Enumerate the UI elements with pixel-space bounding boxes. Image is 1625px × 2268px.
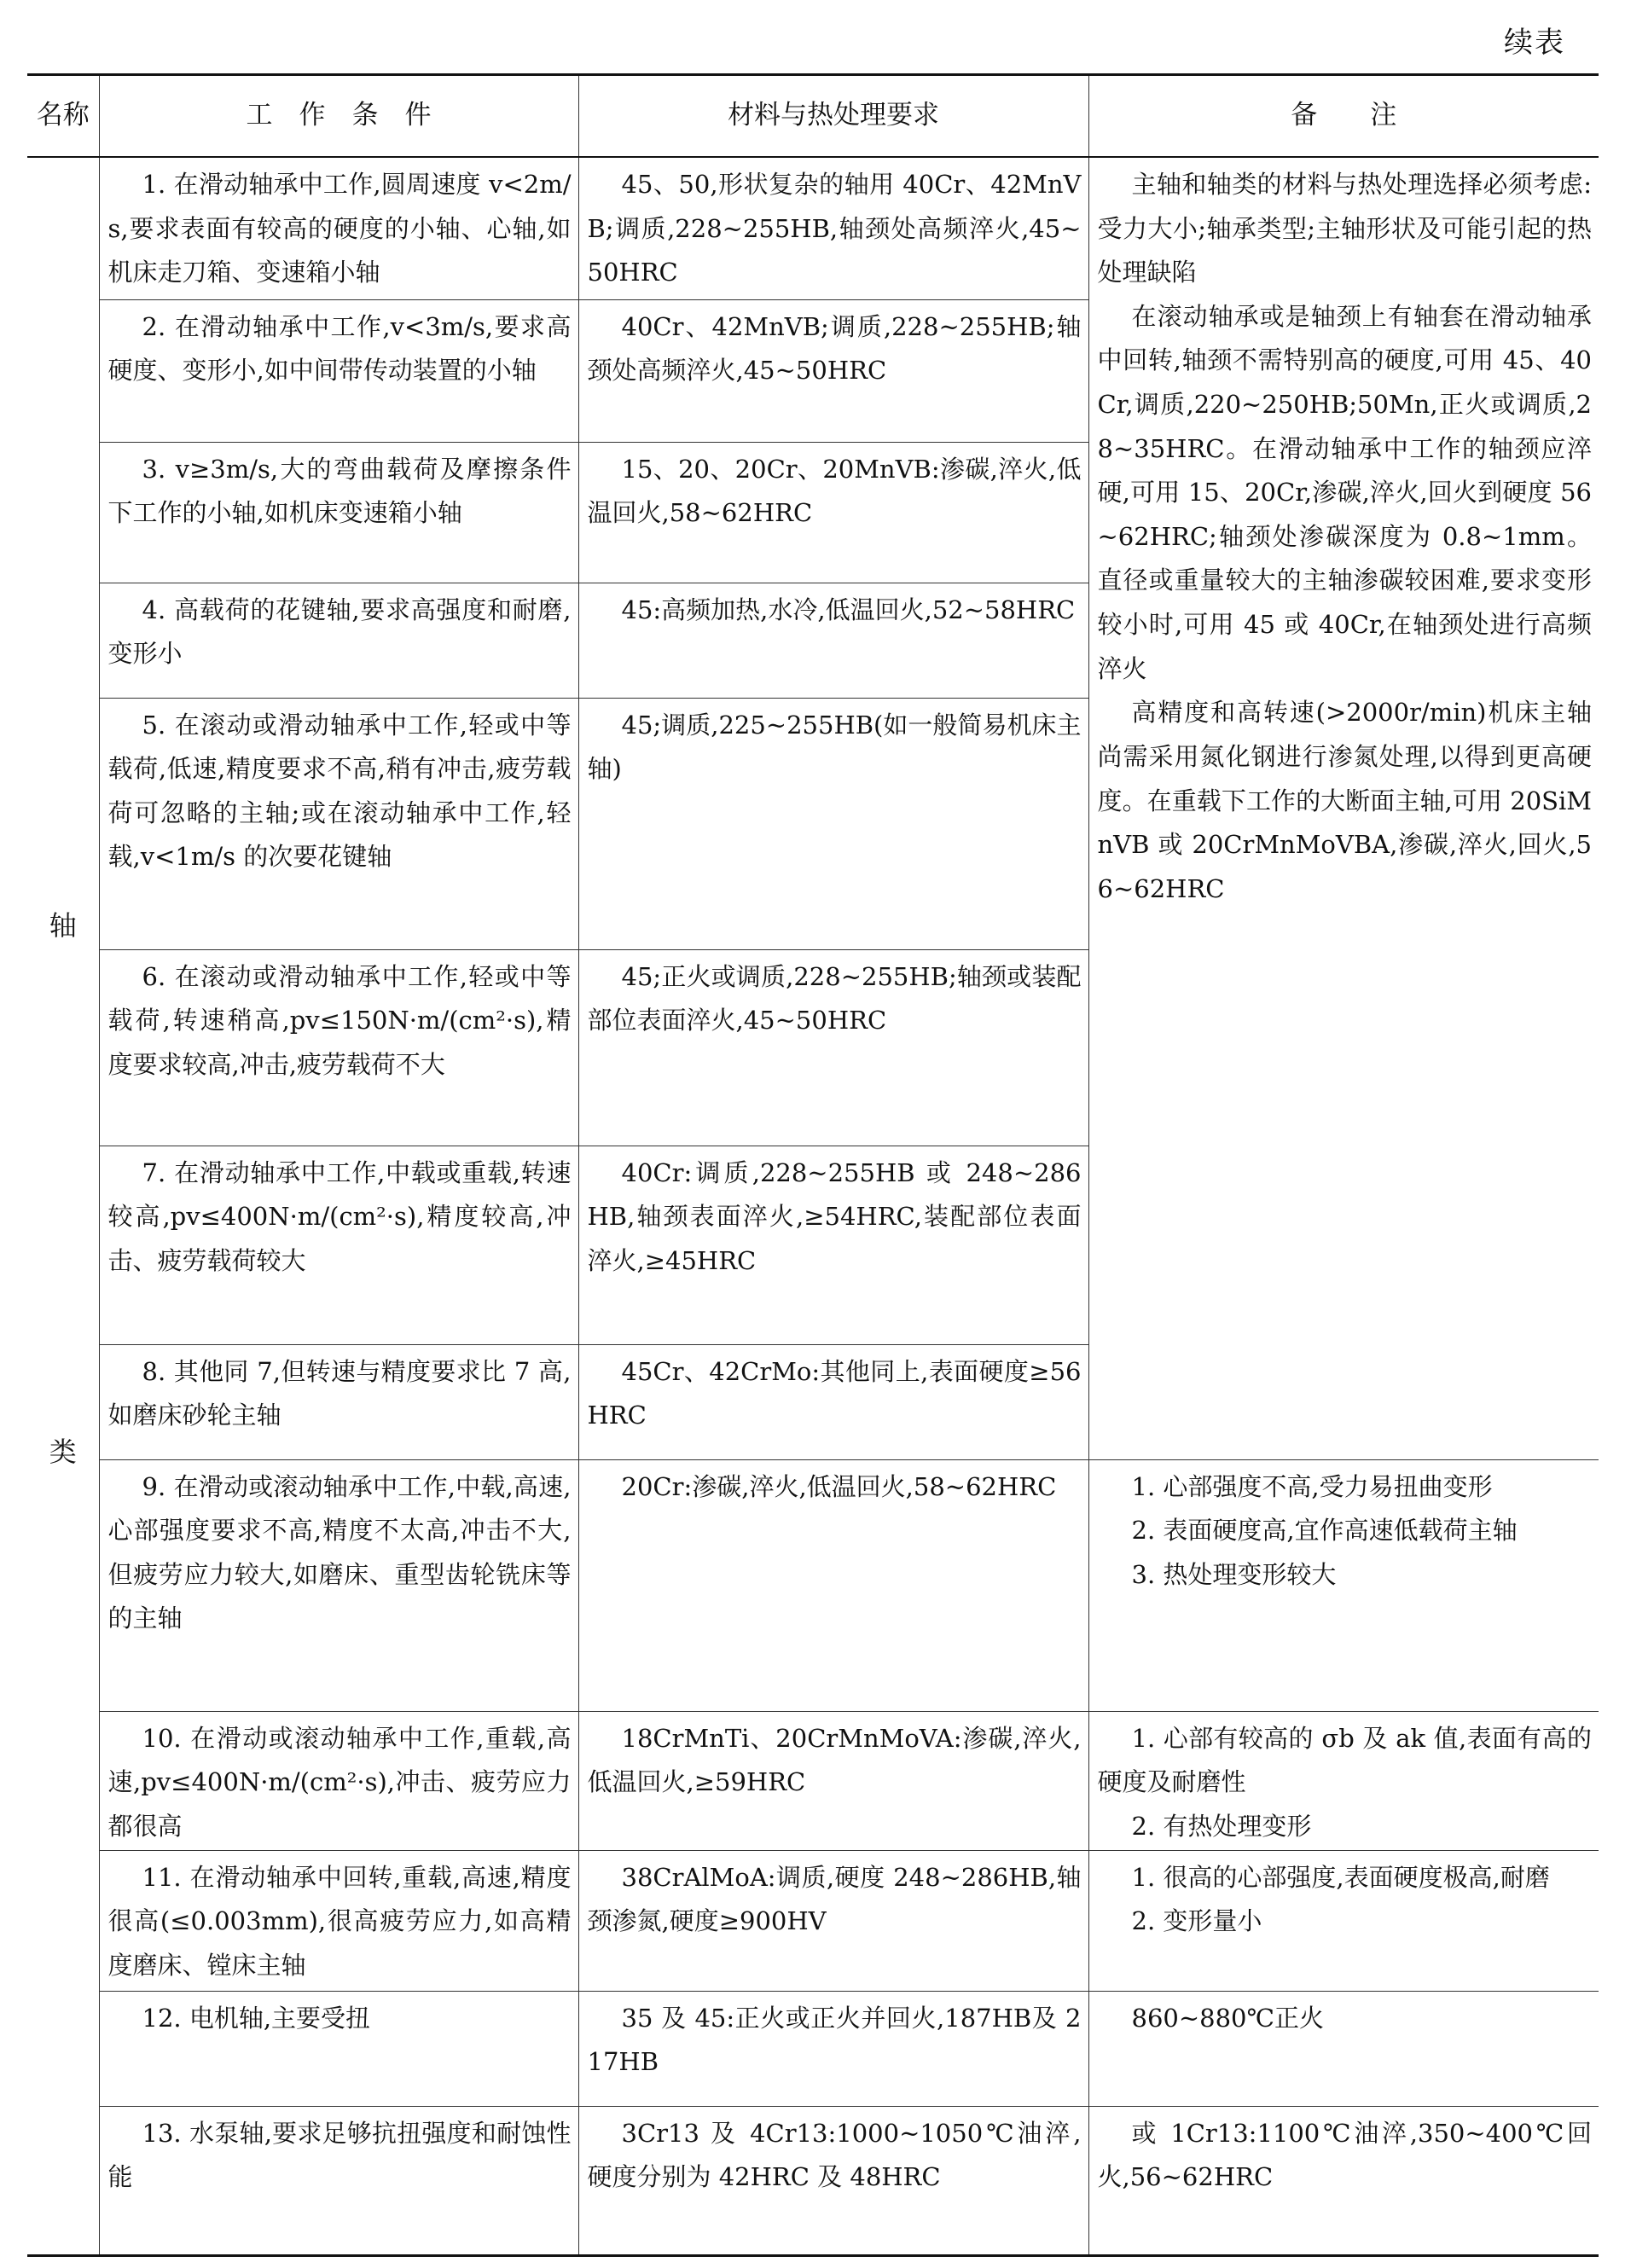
table-row bbox=[27, 157, 1599, 299]
material-cell: 45:高频加热,水冷,低温回火,52~58HRC bbox=[578, 583, 1088, 698]
condition-cell: 3. v≥3m/s,大的弯曲载荷及摩擦条件下工作的小轴,如机床变速箱小轴 bbox=[99, 442, 578, 583]
condition-cell: 13. 水泵轴,要求足够抗扭强度和耐蚀性能 bbox=[99, 2106, 578, 2255]
remark-paragraph: 在滚动轴承或是轴颈上有轴套在滑动轴承中回转,轴颈不需特别高的硬度,可用 45、40Cr,调质,220~250HB;50Mn,正火或调质,28~35HRC。在滑动轴承中工作的轴颈应淬硬,可用 15、20Cr,渗碳,淬火,回火到硬度 56~62HRC;轴颈处渗碳深度为 0.8~1mm。直径或重量较大的主轴渗碳较困难,要求变形较小时,可用 45 或 40Cr,在轴颈处进行高频淬火 bbox=[1097, 301, 1592, 683]
material-cell: 45;调质,225~255HB(如一般简易机床主轴) bbox=[578, 698, 1088, 949]
material-cell: 15、20、20Cr、20MnVB:渗碳,淬火,低温回火,58~62HRC bbox=[578, 442, 1088, 583]
remark-paragraph: 主轴和轴类的材料与热处理选择必须考虑:受力大小;轴承类型;主轴形状及可能引起的热处理缺陷 bbox=[1097, 170, 1592, 287]
header-material: 材料与热处理要求 bbox=[578, 75, 1088, 158]
table-row bbox=[27, 1991, 1599, 2106]
table-row bbox=[27, 1711, 1599, 1850]
condition-cell: 8. 其他同 7,但转速与精度要求比 7 高,如磨床砂轮主轴 bbox=[99, 1344, 578, 1459]
condition-cell: 4. 高载荷的花键轴,要求高强度和耐磨,变形小 bbox=[99, 583, 578, 698]
material-cell: 45Cr、42CrMo:其他同上,表面硬度≥56HRC bbox=[578, 1344, 1088, 1459]
condition-cell: 9. 在滑动或滚动轴承中工作,中载,高速,心部强度要求不高,精度不太高,冲击不大,但疲劳应力较大,如磨床、重型齿轮铣床等的主轴 bbox=[99, 1459, 578, 1711]
material-cell: 3Cr13 及 4Cr13:1000~1050℃油淬,硬度分别为 42HRC 及 48HRC bbox=[578, 2106, 1088, 2255]
condition-cell: 2. 在滑动轴承中工作,v<3m/s,要求高硬度、变形小,如中间带传动装置的小轴 bbox=[99, 299, 578, 442]
remarks-cell: 1. 心部有较高的 σb 及 ak 值,表面有高的硬度及耐磨性 2. 有热处理变形 bbox=[1088, 1711, 1599, 1850]
shaft-material-table bbox=[27, 73, 1599, 2257]
material-cell: 45;正火或调质,228~255HB;轴颈或装配部位表面淬火,45~50HRC bbox=[578, 949, 1088, 1146]
condition-cell: 6. 在滚动或滑动轴承中工作,轻或中等载荷,转速稍高,pv≤150N·m/(cm²·s),精度要求较高,冲击,疲劳载荷不大 bbox=[99, 949, 578, 1146]
condition-cell: 5. 在滚动或滑动轴承中工作,轻或中等载荷,低速,精度要求不高,稍有冲击,疲劳载荷可忽略的主轴;或在滚动轴承中工作,轻载,v<1m/s 的次要花键轴 bbox=[99, 698, 578, 949]
material-cell: 38CrAlMoA:调质,硬度 248~286HB,轴颈渗氮,硬度≥900HV bbox=[578, 1850, 1088, 1991]
material-cell: 45、50,形状复杂的轴用 40Cr、42MnVB;调质,228~255HB,轴颈处高频淬火,45~50HRC bbox=[578, 157, 1088, 299]
table-row bbox=[27, 1459, 1599, 1711]
condition-cell: 1. 在滑动轴承中工作,圆周速度 v<2m/s,要求表面有较高的硬度的小轴、心轴,如机床走刀箱、变速箱小轴 bbox=[99, 157, 578, 299]
category-char-2: 类 bbox=[49, 1435, 77, 1468]
category-cell bbox=[27, 157, 99, 2255]
remarks-cell: 1. 很高的心部强度,表面硬度极高,耐磨 2. 变形量小 bbox=[1088, 1850, 1599, 1991]
material-cell: 40Cr、42MnVB;调质,228~255HB;轴颈处高频淬火,45~50HRC bbox=[578, 299, 1088, 442]
material-cell: 40Cr:调质,228~255HB 或 248~286HB,轴颈表面淬火,≥54HRC,装配部位表面淬火,≥45HRC bbox=[578, 1146, 1088, 1344]
remarks-cell: 860~880℃正火 bbox=[1088, 1991, 1599, 2106]
table-row bbox=[27, 2106, 1599, 2255]
header-conditions: 工 作 条 件 bbox=[99, 75, 578, 158]
condition-cell: 10. 在滑动或滚动轴承中工作,重载,高速,pv≤400N·m/(cm²·s),冲击、疲劳应力都很高 bbox=[99, 1711, 578, 1850]
continued-label: 续表 bbox=[1504, 26, 1565, 60]
header-name: 名称 bbox=[27, 75, 99, 158]
header-remarks: 备 注 bbox=[1088, 75, 1599, 158]
material-cell: 20Cr:渗碳,淬火,低温回火,58~62HRC bbox=[578, 1459, 1088, 1711]
condition-cell: 12. 电机轴,主要受扭 bbox=[99, 1991, 578, 2106]
material-cell: 18CrMnTi、20CrMnMoVA:渗碳,淬火,低温回火,≥59HRC bbox=[578, 1711, 1088, 1850]
condition-cell: 11. 在滑动轴承中回转,重载,高速,精度很高(≤0.003mm),很高疲劳应力,如高精度磨床、镗床主轴 bbox=[99, 1850, 578, 1991]
remark-paragraph: 高精度和高转速(>2000r/min)机床主轴尚需采用氮化钢进行渗氮处理,以得到更高硬度。在重载下工作的大断面主轴,可用 20SiMnVB 或 20CrMnMoVBA,渗碳,淬火,回火,56~62HRC bbox=[1097, 698, 1592, 903]
remarks-general-cell bbox=[1088, 157, 1599, 1459]
remarks-cell: 或 1Cr13:1100℃油淬,350~400℃回火,56~62HRC bbox=[1088, 2106, 1599, 2255]
material-cell: 35 及 45:正火或正火并回火,187HB及 217HB bbox=[578, 1991, 1088, 2106]
table-row bbox=[27, 1850, 1599, 1991]
category-char-1: 轴 bbox=[49, 908, 77, 942]
table-header-row bbox=[27, 75, 1599, 158]
remarks-cell: 1. 心部强度不高,受力易扭曲变形 2. 表面硬度高,宜作高速低载荷主轴 3. 热处理变形较大 bbox=[1088, 1459, 1599, 1711]
condition-cell: 7. 在滑动轴承中工作,中载或重载,转速较高,pv≤400N·m/(cm²·s),精度较高,冲击、疲劳载荷较大 bbox=[99, 1146, 578, 1344]
